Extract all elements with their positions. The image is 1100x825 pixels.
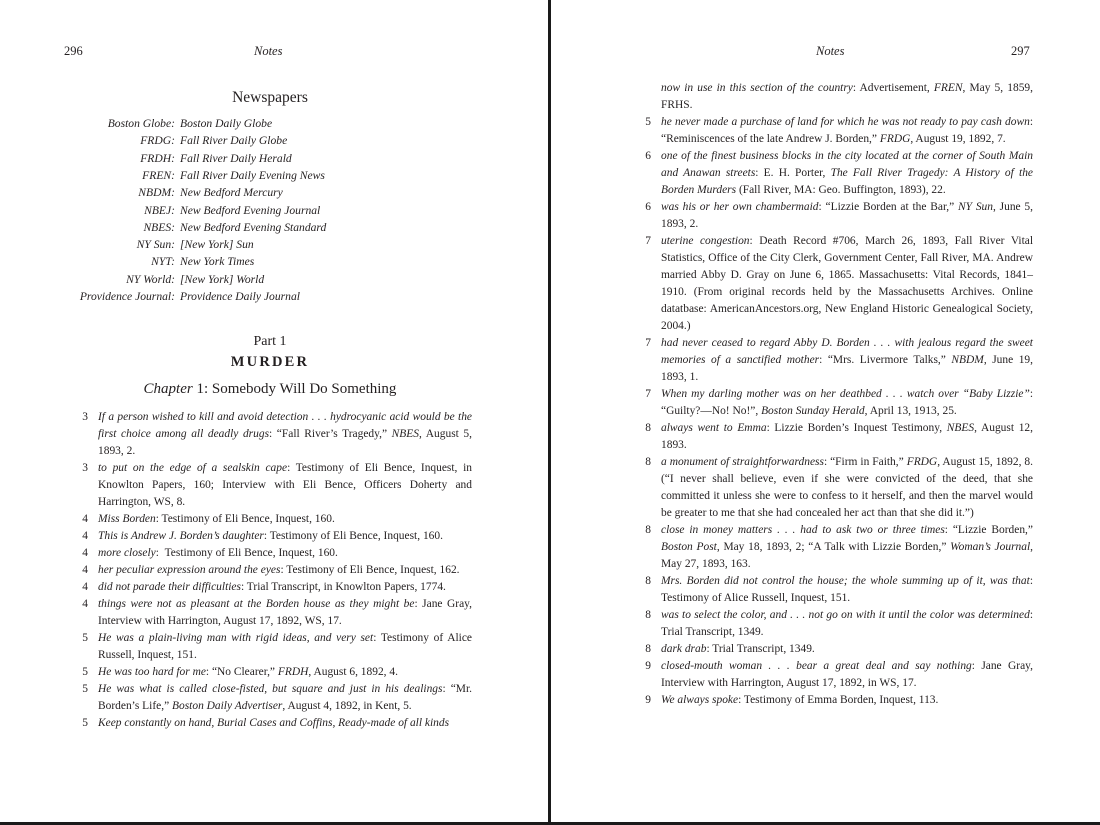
note-number: 8: [645, 643, 651, 655]
note-number: 5: [82, 683, 88, 695]
note-quote: When my darling mother was on her deathbed . . . watch over “Baby Lizzie”: [661, 388, 1030, 400]
note-reference: : Testimony of Eli Bence, Inquest, 160.: [155, 513, 335, 525]
note-entry: [78, 511, 472, 528]
abbreviation-value: Fall River Daily Evening News: [180, 168, 325, 182]
note-quote: to put on the edge of a sealskin cape: [98, 462, 288, 474]
note-reference: : Death Record #706, March 26, 1893, Fall River Vital Statistics, Office of the City Clerk, Government Center, Fall River, MA. Andrew married Abby D. Gray on June 6, 1865. Massachusetts: Vital Records, 1841–1910. (From original records held by the Massachusetts Archives. Online datatbase: AmericanAncestors.org, New England Historic Genealogical Society, 2004.): [661, 235, 1034, 332]
note-number: 9: [645, 694, 651, 706]
note-number: 4: [82, 547, 88, 559]
note-reference: : Lizzie Borden’s Inquest Testimony, NBES, August 12, 1893.: [661, 422, 1034, 451]
notes-list: [641, 80, 1033, 709]
note-reference: : Trial Transcript, 1349.: [661, 609, 1033, 638]
note-quote: did not parade their difficulties: [98, 581, 241, 593]
note-quote: her peculiar expression around the eyes: [98, 564, 281, 576]
note-quote: Miss Borden: [98, 513, 156, 525]
note-number: 4: [82, 598, 88, 610]
note-number: 5: [82, 717, 88, 729]
abbreviation-key: NBES:: [143, 220, 175, 234]
abbreviation-row: [0, 253, 548, 270]
abbreviation-value: New York Times: [180, 255, 255, 269]
abbreviation-value: Providence Daily Journal: [180, 290, 300, 303]
abbreviation-value: New Bedford Mercury: [180, 186, 283, 200]
right-page: [551, 0, 1099, 825]
note-entry: [641, 692, 1033, 709]
note-number: 6: [645, 201, 651, 213]
notes-list: [78, 409, 472, 732]
page-number: 296: [64, 44, 83, 58]
note-number: 5: [645, 116, 651, 128]
note-entry: [78, 715, 472, 732]
left-page: [0, 0, 548, 825]
abbreviation-row: [0, 236, 548, 253]
note-number: 8: [645, 524, 651, 536]
note-quote: always went to Emma: [661, 422, 767, 434]
note-continuation: [641, 80, 1033, 114]
note-entry: [641, 148, 1033, 199]
abbreviation-row: [0, 132, 548, 149]
note-quote: closed-mouth woman . . . bear a great deal and say nothing: [661, 660, 972, 672]
note-quote: was his or her own chambermaid: [661, 201, 819, 213]
note-entry: [641, 573, 1033, 607]
note-number: 8: [645, 609, 651, 621]
abbreviation-key: NY Sun:: [136, 238, 175, 252]
abbreviation-row: [0, 184, 548, 201]
running-head: Notes: [254, 44, 283, 58]
chapter-title: [110, 381, 430, 398]
note-entry: [641, 386, 1033, 420]
note-reference: : Advertisement, FREN, May 5, 1859, FRHS.: [661, 82, 1033, 111]
note-entry: [641, 607, 1033, 641]
part-title: MURDER: [230, 354, 310, 370]
note-quote: now in use in this section of the country: [661, 82, 853, 94]
note-reference: : “Reminiscences of the late Andrew J. Borden,” FRDG, August 19, 1892, 7.: [661, 116, 1033, 145]
note-reference: : Testimony of Alice Russell, Inquest, 151.: [661, 575, 1033, 604]
note-quote: uterine congestion: [661, 235, 750, 247]
abbreviation-row: [0, 219, 548, 236]
note-entry: [78, 545, 472, 562]
note-reference: : E. H. Porter, The Fall River Tragedy: A History of the Borden Murders (Fall River, MA: Geo. Buffington, 1893), 22.: [661, 167, 1033, 196]
abbreviation-key: NBEJ:: [144, 203, 175, 217]
note-reference: : “Guilty?—No! No!”, Boston Sunday Herald, April 13, 1913, 25.: [661, 388, 1033, 417]
note-number: 6: [645, 150, 651, 162]
note-entry: [641, 335, 1033, 386]
note-reference: : Trial Transcript, in Knowlton Papers, 1774.: [240, 581, 446, 593]
note-quote: This is Andrew J. Borden’s daughter: [98, 530, 264, 542]
abbreviation-row: [0, 167, 548, 184]
page-number: 297: [1011, 44, 1030, 58]
note-quote: a monument of straightforwardness: [661, 456, 824, 468]
note-number: 5: [82, 632, 88, 644]
note-reference: : Testimony of Emma Borden, Inquest, 113.: [738, 694, 939, 706]
abbreviation-value: New Bedford Evening Journal: [180, 203, 321, 217]
note-quote: he never made a purchase of land for which he was not ready to pay cash down: [661, 116, 1030, 128]
part-label: Part 1: [253, 334, 287, 349]
note-number: 4: [82, 581, 88, 593]
chapter-name: 1: Somebody Will Do Something: [192, 381, 397, 397]
abbreviation-row: [0, 150, 548, 167]
abbreviation-key: NBDM:: [138, 186, 175, 200]
note-number: 8: [645, 422, 651, 434]
note-reference: : Testimony of Eli Bence, Inquest, 160.: [155, 547, 338, 559]
note-entry: [78, 460, 472, 511]
note-entry: [78, 579, 472, 596]
note-reference: : “Mrs. Livermore Talks,” NBDM, June 19, 1893, 1.: [661, 354, 1034, 383]
note-entry: [78, 664, 472, 681]
note-entry: [641, 658, 1033, 692]
abbreviation-row: [0, 271, 548, 288]
abbreviation-key: Boston Globe:: [107, 117, 175, 130]
note-number: 8: [645, 456, 651, 468]
note-quote: He was too hard for me: [98, 666, 206, 678]
abbreviation-value: New Bedford Evening Standard: [180, 220, 327, 234]
note-number: 4: [82, 564, 88, 576]
note-quote: Keep constantly on hand, Burial Cases and Coffins, Ready-made of all kinds: [98, 717, 450, 729]
note-reference: : Trial Transcript, 1349.: [706, 643, 815, 655]
note-reference: : Testimony of Alice Russell, Inquest, 151.: [98, 632, 472, 661]
note-entry: [641, 641, 1033, 658]
note-reference: : Testimony of Eli Bence, Inquest, in Knowlton Papers, 160; Interview with Eli Bence, Officers Doherty and Harrington, WS, 8.: [98, 462, 472, 508]
abbreviation-value: [New York] World: [180, 272, 265, 286]
abbreviations-heading: Newspapers: [232, 89, 308, 106]
note-entry: [641, 114, 1033, 148]
note-reference: : “Lizzie Borden at the Bar,” NY Sun, June 5, 1893, 2.: [661, 201, 1034, 230]
note-reference: : “Firm in Faith,” FRDG, August 15, 1892, 8. (“I never shall believe, even if she were convicted of the deed, that she committed it unless she were to confess to it herself, and then the marvel would be greater to me that she had concealed her act than that she did it.”): [661, 456, 1033, 519]
note-entry: [78, 562, 472, 579]
abbreviation-value: [New York] Sun: [180, 238, 254, 252]
abbreviation-key: FREN:: [142, 168, 175, 182]
running-head: Notes: [816, 44, 845, 58]
note-entry: [641, 420, 1033, 454]
note-entry: [641, 199, 1033, 233]
note-quote: more closely: [98, 547, 156, 559]
note-entry: [78, 596, 472, 630]
abbreviation-key: Providence Journal:: [79, 290, 175, 303]
note-entry: [78, 528, 472, 545]
note-quote: close in money matters . . . had to ask two or three times: [661, 524, 945, 536]
note-number: 9: [645, 660, 651, 672]
note-quote: We always spoke: [661, 694, 739, 706]
abbreviation-row: [0, 288, 548, 305]
note-entry: [78, 681, 472, 715]
note-reference: : Jane Gray, Interview with Harrington, August 17, 1892, in WS, 17.: [661, 660, 1033, 689]
chapter-prefix: Chapter: [143, 381, 193, 397]
note-quote: He was what is called close-fisted, but square and just in his dealings: [98, 683, 443, 695]
note-quote: things were not as pleasant at the Borden house as they might be: [98, 598, 415, 610]
note-quote: was to select the color, and . . . not go on with it until the color was determined: [661, 609, 1030, 621]
note-number: 7: [645, 388, 651, 400]
note-reference: : “No Clearer,” FRDH, August 6, 1892, 4.: [205, 666, 398, 678]
note-number: 7: [645, 337, 651, 349]
note-number: 3: [82, 462, 88, 474]
note-quote: He was a plain-living man with rigid ideas, and very set: [98, 632, 374, 644]
abbreviation-row: [0, 202, 548, 219]
note-entry: [78, 630, 472, 664]
abbreviation-key: NYT:: [151, 255, 175, 269]
note-number: 3: [82, 411, 88, 423]
note-number: 8: [645, 575, 651, 587]
note-reference: : Testimony of Eli Bence, Inquest, 162.: [280, 564, 460, 576]
abbreviation-value: Fall River Daily Herald: [180, 151, 292, 165]
note-number: 4: [82, 513, 88, 525]
note-quote: If a person wished to kill and avoid detection . . . hydrocyanic acid would be the first choice among all deadly drugs: [98, 411, 472, 440]
note-reference: : Testimony of Eli Bence, Inquest, 160.: [263, 530, 443, 542]
abbreviation-key: FRDG:: [140, 134, 175, 148]
note-reference: : “Mr. Borden’s Life,” Boston Daily Advertiser, August 4, 1892, in Kent, 5.: [98, 683, 472, 712]
note-number: 4: [82, 530, 88, 542]
note-quote: Mrs. Borden did not control the house; the whole summing up of it, was that: [661, 575, 1030, 587]
abbreviation-key: NY World:: [126, 272, 175, 286]
note-reference: : Jane Gray, Interview with Harrington, August 17, 1892, WS, 17.: [98, 598, 472, 627]
note-reference: : “Lizzie Borden,” Boston Post, May 18, 1893, 2; “A Talk with Lizzie Borden,” Woman’s Journal, May 27, 1893, 163.: [661, 524, 1033, 570]
note-number: 7: [645, 235, 651, 247]
abbreviation-value: Boston Daily Globe: [180, 117, 273, 130]
note-entry: [78, 409, 472, 460]
abbreviation-key: FRDH:: [140, 151, 175, 165]
note-reference: : “Fall River’s Tragedy,” NBES, August 5, 1893, 2.: [98, 428, 472, 457]
note-entry: [641, 454, 1033, 522]
note-entry: [641, 522, 1033, 573]
abbreviation-row: [0, 115, 548, 132]
note-entry: [641, 233, 1033, 335]
note-number: 5: [82, 666, 88, 678]
note-quote: dark drab: [661, 643, 707, 655]
note-quote: one of the finest business blocks in the city located at the corner of South Main and Anawan streets: [661, 150, 1033, 179]
note-quote: had never ceased to regard Abby D. Borden . . . with jealous regard the sweet memories of a sanctified mother: [661, 337, 1033, 366]
abbreviation-value: Fall River Daily Globe: [180, 134, 288, 148]
